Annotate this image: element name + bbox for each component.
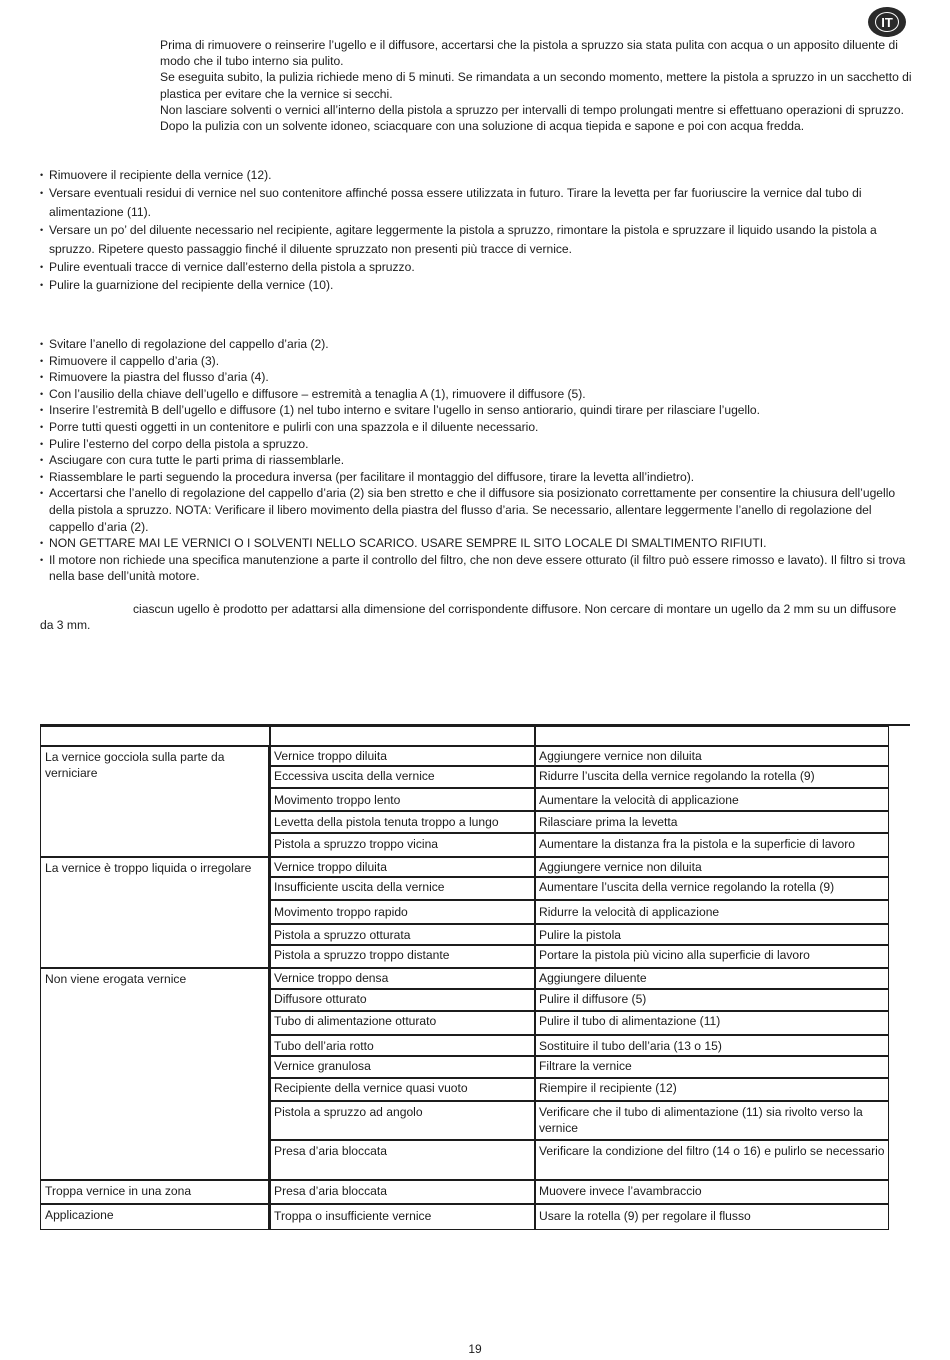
cause-cell: Tubo dell’aria rotto bbox=[270, 1035, 535, 1056]
cause-cell: Pistola a spruzzo otturata bbox=[270, 924, 535, 945]
problem-cell: Applicazione bbox=[40, 1204, 270, 1230]
solution-cell: Usare la rotella (9) per regolare il flusso bbox=[535, 1204, 889, 1230]
cause-cell: Vernice granulosa bbox=[270, 1056, 535, 1078]
cause-cell: Diffusore otturato bbox=[270, 989, 535, 1011]
solution-cell: Aggiungere vernice non diluita bbox=[535, 746, 889, 766]
list-item: • Con l’ausilio della chiave dell’ugello e diffusore – estremità a tenaglia A (1), rimuovere il diffusore (5). bbox=[40, 386, 912, 403]
solution-cell: Pulire il diffusore (5) bbox=[535, 989, 889, 1011]
problem-cell: La vernice gocciola sulla parte da verniciare bbox=[40, 746, 270, 857]
cause-cell: Eccessiva uscita della vernice bbox=[270, 766, 535, 788]
cause-cell: Troppa o insufficiente vernice bbox=[270, 1204, 535, 1230]
problem-cell: La vernice è troppo liquida o irregolare bbox=[40, 857, 270, 968]
cause-cell: Tubo di alimentazione otturato bbox=[270, 1011, 535, 1035]
solution-cell: Pulire la pistola bbox=[535, 924, 889, 945]
list-item: • Rimuovere il cappello d’aria (3). bbox=[40, 353, 912, 370]
solution-cell: Verificare la condizione del filtro (14 o 16) e pulirlo se necessario bbox=[535, 1140, 889, 1180]
solution-cell: Filtrare la vernice bbox=[535, 1056, 889, 1078]
cleaning-steps-list bbox=[40, 166, 912, 295]
list-item: • Versare un po’ del diluente necessario nel recipiente, agitare leggermente la pistola a spruzzo, rimontare la pistola e spruzzare il liquido usando la pistola a spruzzo. Ripetere questo passaggio finché il diluente spruzzato non presenti più tracce di vernice. bbox=[40, 221, 912, 258]
list-item: • Rimuovere la piastra del flusso d’aria (4). bbox=[40, 369, 912, 386]
list-item: • Riassemblare le parti seguendo la procedura inversa (per facilitare il montaggio del diffusore, tirare la levetta all’indietro). bbox=[40, 469, 912, 486]
cause-cell: Insufficiente uscita della vernice bbox=[270, 877, 535, 900]
nozzle-note bbox=[40, 601, 912, 633]
list-item: • Inserire l’estremità B dell’ugello e diffusore (1) nel tubo interno e svitare l’ugello in senso antiorario, quindi tirare per rilasciare l’ugello. bbox=[40, 402, 912, 419]
list-item: • Asciugare con cura tutte le parti prima di riassemblarle. bbox=[40, 452, 912, 469]
solution-cell: Aggiungere vernice non diluita bbox=[535, 857, 889, 877]
intro-paragraph: Se eseguita subito, la pulizia richiede meno di 5 minuti. Se rimandata a un secondo momento, mettere la pistola a spruzzo in un sacchetto di plastica per evitare che la vernice si secchi. bbox=[160, 70, 912, 101]
list-item: • NON GETTARE MAI LE VERNICI O I SOLVENTI NELLO SCARICO. USARE SEMPRE IL SITO LOCALE DI SMALTIMENTO RIFIUTI. bbox=[40, 535, 912, 552]
list-item: • Pulire la guarnizione del recipiente della vernice (10). bbox=[40, 276, 912, 294]
list-item: • Versare eventuali residui di vernice nel suo contenitore affinché possa essere utilizzata in futuro. Tirare la levetta per far fuoriuscire la vernice dal tubo di alimentazione (11). bbox=[40, 184, 912, 221]
cause-cell: Pistola a spruzzo ad angolo bbox=[270, 1101, 535, 1140]
intro-paragraphs bbox=[160, 37, 912, 134]
solution-cell: Rilasciare prima la levetta bbox=[535, 811, 889, 833]
list-item: • Porre tutti questi oggetti in un contenitore e pulirli con una spazzola e il diluente necessario. bbox=[40, 419, 912, 436]
cause-cell: Vernice troppo densa bbox=[270, 968, 535, 989]
list-item: • Accertarsi che l’anello di regolazione del cappello d’aria (2) sia ben stretto e che il diffusore sia posizionato correttamente per consentire la chiusura dell’ugello della pistola a spruzzo. NOTA: Verificare il libero movimento della piastra del flusso d’aria. Se necessario, allentare leggermente l’anello di regolazione del cappello d’aria (2). bbox=[40, 485, 912, 535]
solution-cell: Aggiungere diluente bbox=[535, 968, 889, 989]
cause-cell: Presa d’aria bloccata bbox=[270, 1140, 535, 1180]
list-item: • Svitare l’anello di regolazione del cappello d’aria (2). bbox=[40, 336, 912, 353]
solution-cell: Verificare che il tubo di alimentazione (11) sia rivolto verso la vernice bbox=[535, 1101, 889, 1140]
intro-paragraph: Non lasciare solventi o vernici all’interno della pistola a spruzzo per intervalli di tempo prolungati mentre si effettuano operazioni di spruzzo. Dopo la pulizia con un solvente idoneo, sciacquare con una soluzione di acqua tiepida e sapone e poi con acqua fredda. bbox=[160, 102, 904, 134]
solution-cell: Sostituire il tubo dell’aria (13 o 15) bbox=[535, 1035, 889, 1056]
list-item: • Rimuovere il recipiente della vernice (12). bbox=[40, 166, 912, 184]
list-item: • Il motore non richiede una specifica manutenzione a parte il controllo del filtro, che non deve essere otturato (il filtro può essere rimosso e lavato). Il filtro si trova nella base dell’unità motore. bbox=[40, 552, 912, 585]
cause-cell: Vernice troppo diluita bbox=[270, 857, 535, 877]
note-text: ciascun ugello è prodotto per adattarsi alla dimensione del corrispondente diffusore. Non cercare di montare un ugello da 2 mm su un diffusore da 3 mm. bbox=[40, 602, 897, 633]
header-cell-problem bbox=[40, 726, 270, 746]
problem-cell: Non viene erogata vernice bbox=[40, 968, 270, 1180]
solution-cell: Portare la pistola più vicino alla superficie di lavoro bbox=[535, 945, 889, 968]
cause-cell: Movimento troppo lento bbox=[270, 788, 535, 811]
language-badge bbox=[868, 7, 906, 37]
list-item: • Pulire l’esterno del corpo della pistola a spruzzo. bbox=[40, 436, 912, 453]
cause-cell: Pistola a spruzzo troppo vicina bbox=[270, 833, 535, 857]
cause-cell: Recipiente della vernice quasi vuoto bbox=[270, 1078, 535, 1101]
page-number: 19 bbox=[468, 1342, 482, 1356]
header-cell-cause bbox=[270, 726, 535, 746]
solution-cell: Muovere invece l’avambraccio bbox=[535, 1180, 889, 1204]
solution-cell: Ridurre la velocità di applicazione bbox=[535, 900, 889, 924]
cause-cell: Pistola a spruzzo troppo distante bbox=[270, 945, 535, 968]
solution-cell: Aumentare la distanza fra la pistola e la superficie di lavoro bbox=[535, 833, 889, 857]
nozzle-steps-list bbox=[40, 336, 912, 585]
solution-cell: Pulire il tubo di alimentazione (11) bbox=[535, 1011, 889, 1035]
italian-language-badge-icon: IT bbox=[875, 12, 899, 32]
header-cell-solution bbox=[535, 726, 889, 746]
solution-cell: Riempire il recipiente (12) bbox=[535, 1078, 889, 1101]
solution-cell: Aumentare l’uscita della vernice regolando la rotella (9) bbox=[535, 877, 889, 900]
cause-cell: Levetta della pistola tenuta troppo a lungo bbox=[270, 811, 535, 833]
solution-cell: Ridurre l’uscita della vernice regolando la rotella (9) bbox=[535, 766, 889, 788]
solution-cell: Aumentare la velocità di applicazione bbox=[535, 788, 889, 811]
list-item: • Pulire eventuali tracce di vernice dall’esterno della pistola a spruzzo. bbox=[40, 258, 912, 276]
cause-cell: Movimento troppo rapido bbox=[270, 900, 535, 924]
problem-cell: Troppa vernice in una zona bbox=[40, 1180, 270, 1204]
cause-cell: Vernice troppo diluita bbox=[270, 746, 535, 766]
cause-cell: Presa d’aria bloccata bbox=[270, 1180, 535, 1204]
intro-paragraph: Prima di rimuovere o reinserire l’ugello e il diffusore, accertarsi che la pistola a spruzzo sia stata pulita con acqua o un apposito diluente di modo che il tubo interno sia pulito. bbox=[160, 38, 898, 69]
